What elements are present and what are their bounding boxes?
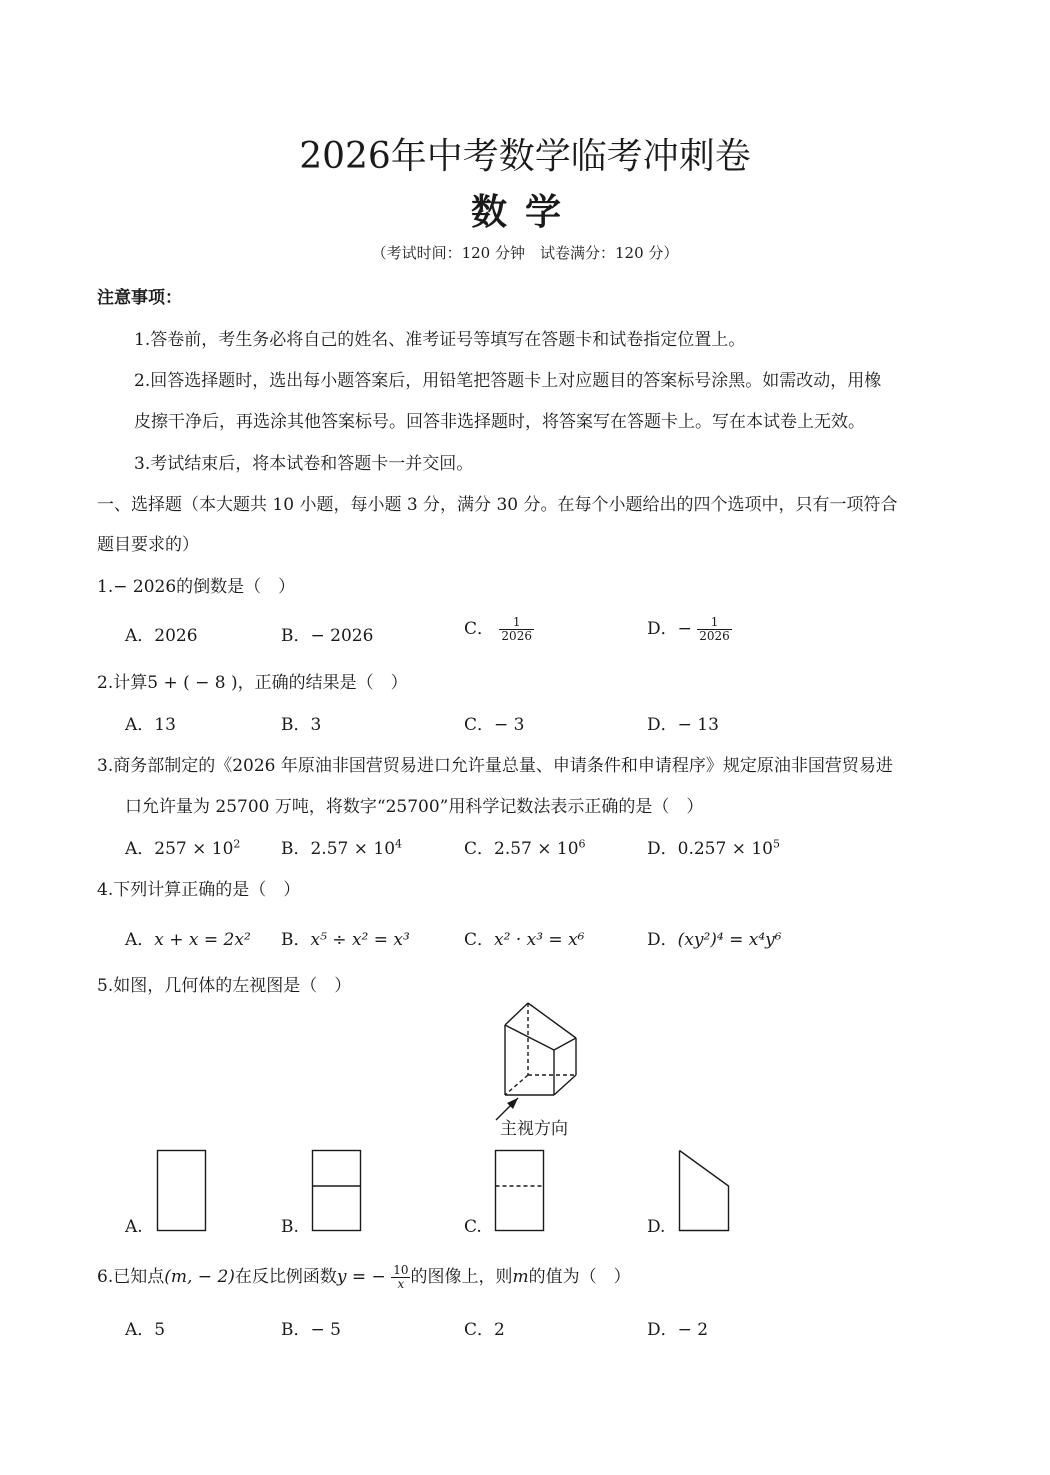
q4-option-b[interactable]: B．x⁵ ÷ x² = x³ — [281, 930, 410, 950]
question-5-stem: 5.如图，几何体的左视图是（ ） — [97, 976, 352, 996]
q4-option-a[interactable]: A．x + x = 2x² — [125, 930, 251, 950]
q5-option-d[interactable]: D. — [647, 1217, 666, 1237]
q2-option-a[interactable]: A．13 — [125, 715, 176, 735]
question-4-stem: 4.下列计算正确的是（ ） — [97, 880, 301, 900]
note-item-2: 2.回答选择题时，选出每小题答案后，用铅笔把答题卡上对应题目的答案标号涂黑。如需改动，用橡 — [134, 371, 882, 391]
q2-option-c[interactable]: C．− 3 — [464, 715, 525, 735]
q5-option-d-figure — [679, 1150, 731, 1232]
question-3-stem: 3.商务部制定的《2026 年原油非国营贸易进口允许量总量、申请条件和申请程序》规定原油非国营贸易进 — [97, 756, 893, 776]
q3-option-c[interactable]: C．$2.57 \times 10^6$ — [464, 837, 586, 859]
subject-title: 数学 — [470, 191, 579, 233]
fraction: $\frac{10}{x}$ — [393, 1263, 409, 1291]
q4-option-c[interactable]: C．x² · x³ = x⁶ — [464, 930, 585, 950]
section-heading: 一、选择题（本大题共 10 小题，每小题 3 分，满分 30 分。在每个小题给出的四个选项中，只有一项符合 — [97, 495, 898, 515]
q3-option-a[interactable]: A．$257 \times 10^2$ — [125, 837, 241, 859]
question-1-stem: 1.− 2026的倒数是（ ） — [97, 577, 296, 597]
q6-option-a[interactable]: A．5 — [125, 1320, 166, 1340]
view-direction-caption: 主视方向 — [500, 1119, 568, 1139]
note-item-2-cont: 皮擦干净后，再选涂其他答案标号。回答非选择题时，将答案写在答题卡上。写在本试卷上无效。 — [134, 412, 865, 432]
exam-info: （考试时间：120 分钟 试卷满分：120 分） — [371, 244, 679, 262]
fraction: $\frac{1}{2026}$ — [501, 615, 532, 643]
q3-option-b[interactable]: B．$2.57 \times 10^4$ — [281, 837, 403, 859]
q2-option-b[interactable]: B．3 — [281, 715, 322, 735]
q2-option-d[interactable]: D．− 13 — [647, 715, 719, 735]
q5-option-b-figure — [312, 1150, 362, 1232]
fraction: $\frac{1}{2026}$ — [699, 615, 730, 643]
q5-option-c-figure — [495, 1150, 545, 1232]
q3-option-d[interactable]: D．$0.257 \times 10^5$ — [647, 837, 780, 859]
page-title: 2026年中考数学临考冲刺卷 — [299, 136, 751, 177]
q4-option-d[interactable]: D．(xy²)⁴ = x⁴y⁶ — [647, 930, 782, 950]
q5-option-a-figure — [157, 1150, 207, 1232]
note-item-1: 1.答卷前，考生务必将自己的姓名、准考证号等填写在答题卡和试卷指定位置上。 — [134, 330, 746, 350]
question-2-stem: 2.计算5 + ( − 8 )，正确的结果是（ ） — [97, 673, 408, 693]
q6-option-b[interactable]: B．− 5 — [281, 1320, 341, 1340]
question-6-stem: 6.已知点(m, − 2)在反比例函数y = − $\frac{10}{x}$ 的图像上，则m的值为（ ） — [97, 1263, 631, 1291]
section-heading-cont: 题目要求的） — [97, 535, 199, 555]
q1-option-d[interactable]: D．− $\frac{1}{2026}$ — [647, 615, 730, 643]
q6-option-c[interactable]: C．2 — [464, 1320, 505, 1340]
notes-heading: 注意事项： — [97, 288, 182, 308]
q5-option-b[interactable]: B. — [281, 1217, 299, 1237]
q1-option-c[interactable]: C． $\frac{1}{2026}$ — [464, 615, 532, 643]
q5-option-a[interactable]: A. — [125, 1217, 143, 1237]
q6-option-d[interactable]: D．− 2 — [647, 1320, 709, 1340]
question-3-stem-cont: 口允许量为 25700 万吨，将数字“25700”用科学记数法表示正确的是（ ） — [125, 797, 704, 817]
q1-option-b[interactable]: B．− 2026 — [281, 626, 374, 646]
q5-option-c[interactable]: C. — [464, 1217, 482, 1237]
geometry-solid-figure — [490, 1000, 590, 1120]
q1-option-a[interactable]: A．2026 — [125, 626, 198, 646]
note-item-3: 3.考试结束后，将本试卷和答题卡一并交回。 — [134, 454, 474, 474]
